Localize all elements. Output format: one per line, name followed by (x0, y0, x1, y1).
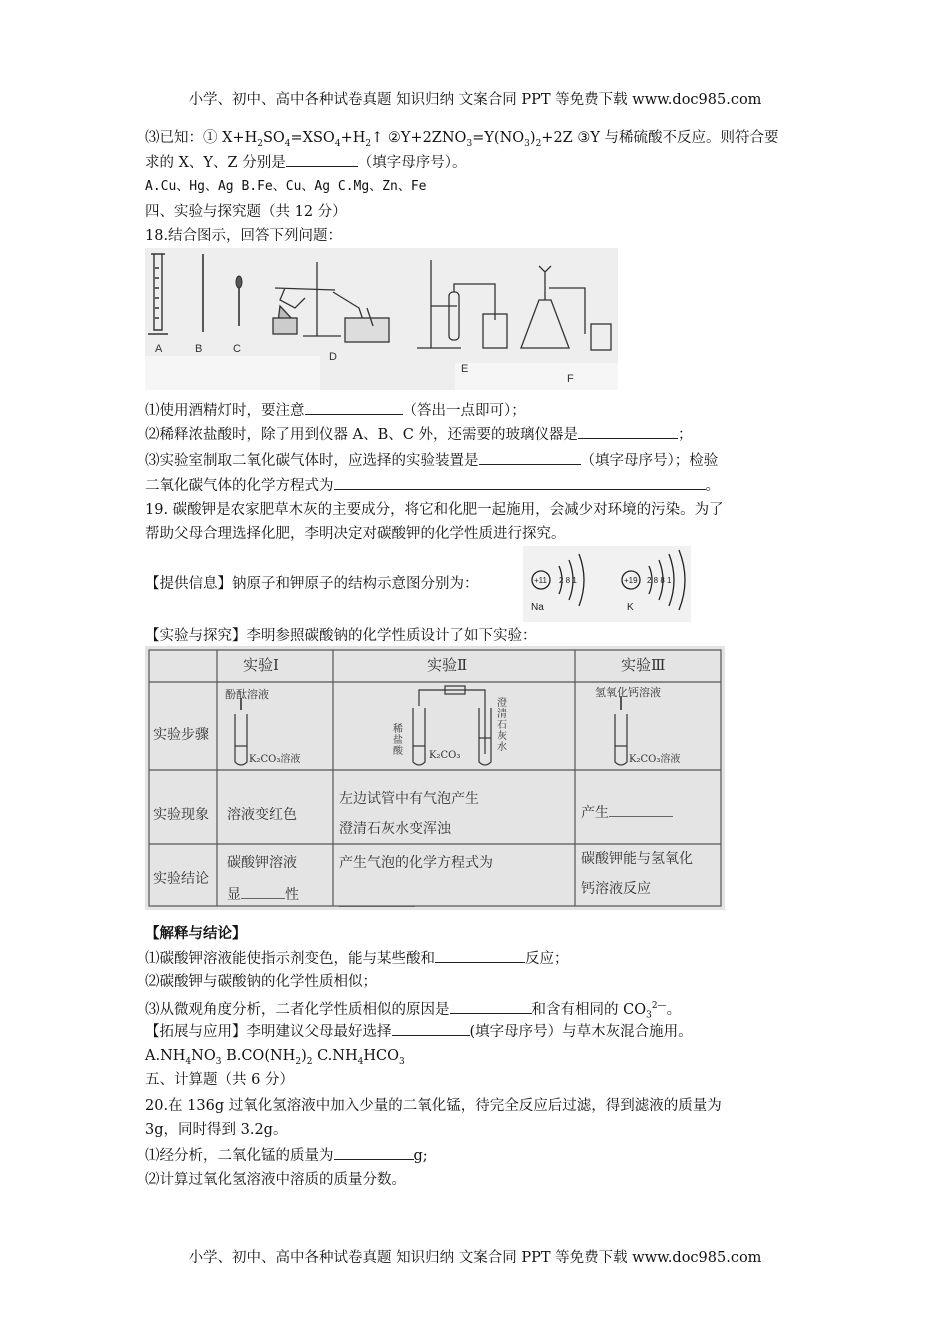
answer-blank[interactable] (241, 884, 285, 899)
page-footer: 小学、初中、高中各种试卷真题 知识归纳 文案合同 PPT 等免费下载 www.doc985.com (188, 1250, 762, 1266)
answer-blank[interactable] (339, 892, 415, 907)
exp2-acid: 稀盐酸 (393, 724, 403, 757)
header-exp-2: 实验Ⅱ (427, 656, 468, 674)
q18-part3-cont: 二氧化碳气体的化学方程式为 。 (145, 475, 720, 496)
q18-part1: ⑴使用酒精灯时，要注意 （答出一点即可）； (145, 400, 526, 421)
q19-extension-options: $A.NH_4NO_3$ $B.CO(NH_2)_2$ $C.NH_4HCO_3$ (145, 1048, 405, 1067)
q19-info: 【提供信息】钠原子和钾原子的结构示意图分别为： (145, 576, 479, 592)
exp2-phenomenon-b: 澄清石灰水变浑浊 (339, 821, 451, 837)
exp3-phenomenon: 产生 (581, 802, 673, 822)
exp3-conclusion-a: 碳酸钾能与氢氧化 (581, 851, 693, 867)
answer-blank[interactable] (435, 948, 525, 963)
q18-stem: 18.结合图示，回答下列问题： (145, 228, 343, 244)
test-tube-iii (615, 696, 627, 765)
section-5-title: 五、计算题（共 6 分） (145, 1072, 294, 1088)
exp2-phenomenon-a: 左边试管中有气泡产生 (339, 791, 479, 807)
q19-stem-2: 帮助父母合理选择化肥，李明决定对碳酸钾的化学性质进行探究。 (145, 526, 566, 542)
exp3-conclusion-b: 钙溶液反应 (581, 881, 651, 897)
label-e: E (461, 363, 469, 375)
answer-blank[interactable] (334, 1145, 414, 1160)
header-exp-3: 实验Ⅲ (621, 656, 666, 674)
q17-3-line2: 求的 X、Y、Z 分别是 （填字母序号）。 (145, 152, 466, 173)
section-4-title: 四、实验与探究题（共 12 分） (145, 204, 347, 220)
k-shells: 2 8 8 1 (647, 576, 672, 585)
q17-3-line1: ⑶已知：① $X+H_2SO_4=XSO_4+H_2↑$ $②Y+2ZNO_3=Y(NO_3)_2+2Z$ ③Y 与稀硫酸不反应。则符合要 (145, 130, 779, 149)
answer-blank[interactable] (305, 400, 403, 415)
row-label-phenomena: 实验现象 (153, 807, 209, 823)
exp2-conclusion: 产生气泡的化学方程式为 (339, 855, 493, 871)
answer-blank[interactable] (286, 152, 358, 167)
row-label-steps: 实验步骤 (153, 727, 209, 743)
q17-3-options: A.Cu、Hg、Ag B.Fe、Cu、Ag C.Mg、Zn、Fe (145, 179, 427, 194)
exp3-solution: K₂CO₃溶液 (629, 754, 681, 765)
answer-blank[interactable] (392, 1021, 470, 1036)
answer-blank[interactable] (609, 802, 673, 817)
q20-stem-2: 3g，同时得到 3.2g。 (145, 1122, 288, 1138)
q18-part3: ⑶实验室制取二氧化碳气体时，应选择的实验装置是 （填字母序号）；检验 (145, 450, 718, 471)
label-c: C (233, 343, 241, 355)
exp1-conclusion-a: 碳酸钾溶液 (227, 855, 297, 871)
exp1-conclusion-b: 显 性 (227, 884, 299, 904)
na-nucleus: +11 (534, 576, 547, 585)
exp1-phenomenon: 溶液变红色 (227, 807, 297, 823)
q19-explain-2: ⑵碳酸钾与碳酸钠的化学性质相似； (145, 974, 377, 990)
answer-blank[interactable] (479, 450, 581, 465)
q19-explain-title: 【解释与结论】 (145, 925, 247, 942)
answer-blank[interactable] (334, 475, 706, 490)
q19-extension: 【拓展与应用】李明建议父母最好选择 (填字母序号）与草木灰混合施用。 (145, 1021, 693, 1042)
label-a: A (155, 343, 163, 355)
exp3-reagent: 氢氧化钙溶液 (595, 686, 661, 699)
page-header: 小学、初中、高中各种试卷真题 知识归纳 文案合同 PPT 等免费下载 www.doc985.com (188, 92, 762, 108)
na-shells: 2 8 1 (559, 576, 577, 585)
q19-explore: 【实验与探究】李明参照碳酸钠的化学性质设计了如下实验： (145, 628, 537, 644)
q20-part2: ⑵计算过氧化氢溶液中溶质的质量分数。 (145, 1172, 406, 1188)
q19-explain-1: ⑴碳酸钾溶液能使指示剂变色，能与某些酸和 反应； (145, 948, 569, 969)
exp1-reagent: 酚酞溶液 (225, 688, 269, 701)
q18-apparatus-figure (145, 248, 618, 390)
answer-blank[interactable] (578, 424, 678, 439)
row-label-conclusion: 实验结论 (153, 871, 209, 887)
atom-structure-figure (523, 546, 691, 622)
q20-part1: ⑴经分析，二氧化锰的质量为 g; (145, 1145, 428, 1166)
label-b: B (195, 343, 203, 355)
q20-stem-1: 20.在 136g 过氧化氢溶液中加入少量的二氧化锰，待完全反应后过滤，得到滤液的质量为 (145, 1098, 722, 1114)
test-tube-i (235, 698, 247, 765)
k-nucleus: +19 (624, 576, 638, 585)
k-symbol: K (627, 602, 634, 613)
exp1-solution: K₂CO₃溶液 (249, 754, 301, 765)
q19-stem-1: 19. 碳酸钾是农家肥草木灰的主要成分，将它和化肥一起施用，会减少对环境的污染。为了 (145, 502, 724, 518)
answer-blank[interactable] (450, 999, 532, 1014)
q18-part2: ⑵稀释浓盐酸时，除了用到仪器 A、B、C 外，还需要的玻璃仪器是 ； (145, 424, 692, 445)
exp2-solid: K₂CO₃ (429, 750, 461, 761)
exp2-conclusion-blank (339, 892, 415, 911)
label-f: F (567, 373, 574, 385)
label-d: D (329, 351, 337, 363)
header-exp-1: 实验Ⅰ (243, 656, 279, 674)
na-symbol: Na (531, 602, 544, 613)
exp2-limewater: 澄清石灰水 (497, 698, 507, 753)
experiment-table (145, 646, 725, 910)
q19-explain-3: ⑶从微观角度分析，二者化学性质相似的原因是 和含有相同的 $CO_3^{2—}$。 (145, 996, 681, 1026)
